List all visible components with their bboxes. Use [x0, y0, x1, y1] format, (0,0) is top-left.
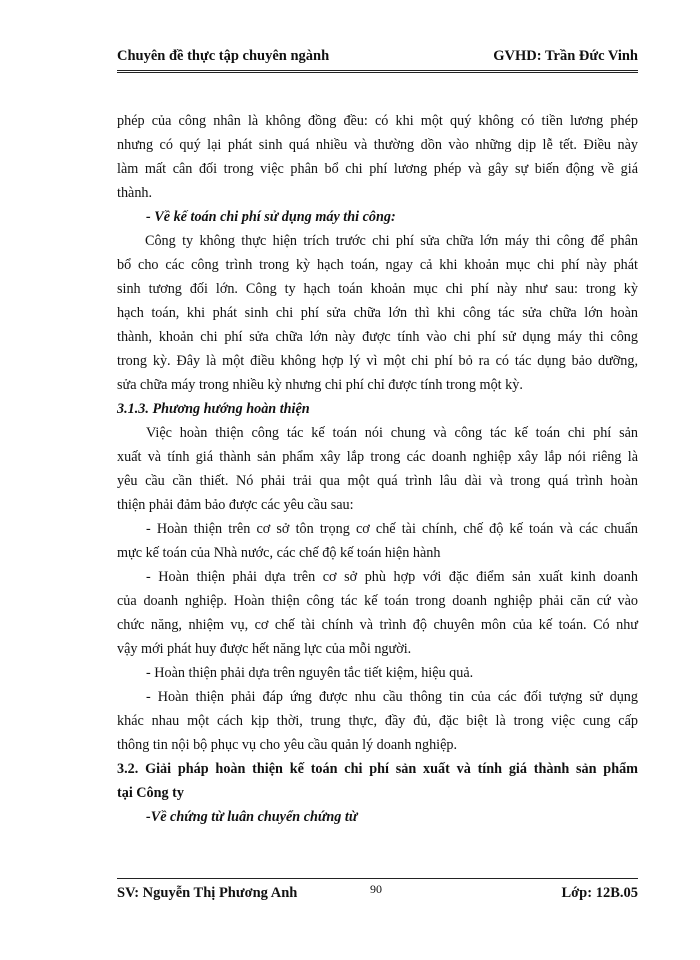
list-item: - Hoàn thiện phải dựa trên nguyên tắc tiết kiệm, hiệu quả. — [146, 665, 474, 681]
body-line: thành, khoản chi phí sửa chữa lớn này được tính vào chi phí sử dụng máy thi công — [117, 329, 638, 345]
page-footer — [117, 878, 638, 905]
body-line: khác nhau một cách kịp thời, trung thực, đầy đủ, đặc biệt là trong việc cung cấp — [117, 713, 638, 729]
body-line: mực kế toán của Nhà nước, các chế độ kế toán hiện hành — [117, 545, 441, 561]
body-line: Công ty không thực hiện trích trước chi phí sửa chữa lớn máy thi công để phân — [145, 233, 638, 249]
body-line: thiện phải đảm bảo được các yêu cầu sau: — [117, 497, 354, 513]
body-line: hạch toán, khi phát sinh chi phí sửa chữa lớn thì khi công tác sửa chữa lớn hoàn — [117, 305, 638, 321]
header-document-title: Chuyên đề thực tập chuyên ngành — [117, 48, 330, 64]
list-item: - Hoàn thiện phải dựa trên cơ sở phù hợp với đặc điểm sản xuất kinh doanh — [146, 569, 638, 585]
footer-student: SV: Nguyễn Thị Phương Anh — [117, 885, 298, 901]
section-heading-equipment: - Về kế toán chi phí sử dụng máy thi công: — [146, 209, 396, 225]
body-line: xuất và tính giá thành sản phẩm xây lắp trong các doanh nghiệp xây lắp nói riêng là — [117, 449, 638, 465]
body-line: làm mất cân đối trong việc phân bổ chi phí lương phép và gây sự biến động về giá — [117, 161, 638, 177]
body-line: của doanh nghiệp. Hoàn thiện công tác kế toán trong doanh nghiệp phải căn cứ vào — [117, 593, 638, 609]
body-line: phép của công nhân là không đồng đều: có khi một quý không có tiền lương phép — [117, 113, 638, 129]
document-body — [117, 109, 638, 829]
section-heading-3-2: 3.2. Giải pháp hoàn thiện kế toán chi phí sản xuất và tính giá thành sản phẩm — [117, 761, 638, 777]
body-line: Việc hoàn thiện công tác kế toán nói chung và công tác kế toán chi phí sản — [146, 425, 638, 441]
page-number: 90 — [370, 882, 382, 896]
body-line: bổ cho các công trình trong kỳ hạch toán, ngay cả khi khoản mục chi phí này phát — [117, 257, 638, 273]
body-line: chức năng, nhiệm vụ, cơ chế tài chính và trình độ chuyên môn của kế toán. Có như — [117, 617, 638, 633]
body-line: thông tin nội bộ phục vụ cho yêu cầu quản lý doanh nghiệp. — [117, 737, 458, 753]
body-line: sinh tương đối lớn. Công ty hạch toán khoản mục chi phí này như sau: trong kỳ — [117, 281, 638, 297]
body-line: sửa chữa máy trong nhiều kỳ nhưng chi phí chỉ được tính trong một kỳ. — [117, 377, 523, 393]
body-line: vậy mới phát huy được hết năng lực của mỗi người. — [117, 641, 412, 657]
body-line: thành. — [117, 185, 153, 201]
body-line: trong kỳ. Đây là một điều không hợp lý vì một chi phí bỏ ra có tác dụng bảo dưỡng, — [117, 353, 638, 369]
body-line: nhưng có quý lại phát sinh quá nhiều và thường dồn vào những dịp lễ tết. Điều này — [117, 137, 638, 153]
subsection-heading-documents: -Về chứng từ luân chuyển chứng từ — [146, 809, 358, 825]
body-line: yêu cầu cần thiết. Nó phải trải qua một quá trình lâu dài và trong quá trình hoàn — [117, 473, 638, 489]
section-heading-3-1-3: 3.1.3. Phương hướng hoàn thiện — [117, 401, 310, 417]
page-header — [117, 46, 638, 73]
header-supervisor: GVHD: Trần Đức Vinh — [493, 48, 638, 64]
footer-class: Lớp: 12B.05 — [561, 885, 638, 901]
section-heading-3-2-cont: tại Công ty — [117, 785, 184, 801]
list-item: - Hoàn thiện phải đáp ứng được nhu cầu thông tin của các đối tượng sử dụng — [146, 689, 638, 705]
list-item: - Hoàn thiện trên cơ sở tôn trọng cơ chế tài chính, chế độ kế toán và các chuẩn — [146, 521, 638, 537]
